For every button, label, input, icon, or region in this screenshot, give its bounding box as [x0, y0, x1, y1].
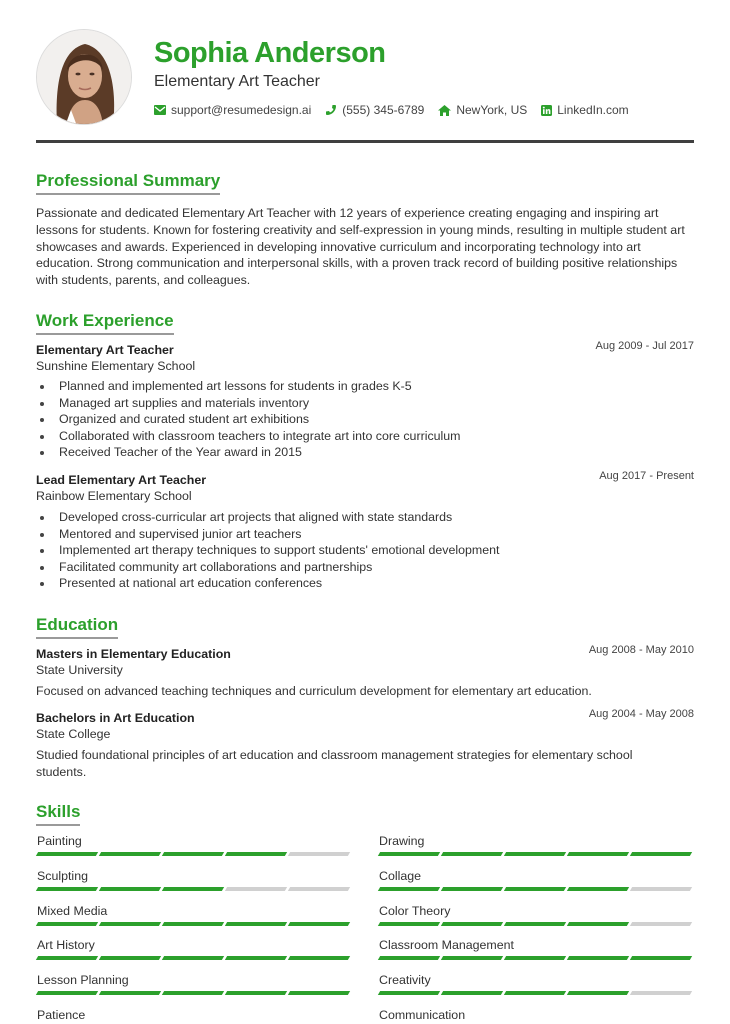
degree: Bachelors in Art Education [36, 711, 195, 725]
rating-segment-filled [378, 887, 440, 891]
rating-segment-filled [567, 991, 629, 995]
list-item: Received Teacher of the Year award in 2015 [59, 444, 461, 461]
rating-segment-filled [504, 991, 566, 995]
phone-text: (555) 345-6789 [342, 103, 425, 117]
list-item: Developed cross-curricular art projects that aligned with state standards [59, 509, 499, 526]
skill-name: Communication [379, 1008, 466, 1022]
section-title-skills: Skills [36, 802, 80, 826]
school: State University [36, 663, 123, 677]
profile-photo [36, 29, 132, 125]
education-entry-2 [36, 710, 694, 743]
education-entry-1 [36, 646, 694, 679]
rating-segment-filled [225, 922, 287, 926]
job-role: Lead Elementary Art Teacher [36, 473, 207, 487]
linkedin-text: LinkedIn.com [557, 103, 629, 117]
job-entry-2 [36, 472, 694, 505]
rating-segment-filled [162, 956, 224, 960]
rating-segment-filled [99, 991, 161, 995]
skill-item [37, 972, 353, 995]
education-desc: Studied foundational principles of art education and classroom management strategies for elementary school students. [36, 748, 633, 779]
section-title-experience: Work Experience [36, 311, 174, 335]
rating-segment-filled [36, 887, 98, 891]
skill-item [379, 903, 695, 926]
contact-email[interactable] [154, 103, 311, 117]
rating-segment-filled [441, 991, 503, 995]
rating-segment-filled [504, 852, 566, 856]
rating-segment-filled [99, 887, 161, 891]
email-text: support@resumedesign.ai [171, 103, 312, 117]
rating-segment-empty [630, 991, 692, 995]
list-item: Mentored and supervised junior art teachers [59, 526, 499, 543]
contact-location [438, 103, 527, 117]
rating-segment-filled [378, 852, 440, 856]
rating-segment-filled [567, 922, 629, 926]
rating-segment-empty [630, 922, 692, 926]
skill-name: Color Theory [379, 903, 451, 918]
rating-segment-filled [378, 956, 440, 960]
list-item: Managed art supplies and materials inventory [59, 395, 461, 412]
skill-item [37, 903, 353, 926]
rating-segment-filled [288, 991, 350, 995]
skill-item [37, 1007, 353, 1023]
list-item: Collaborated with classroom teachers to integrate art into core curriculum [59, 428, 461, 443]
skill-rating-bar [379, 956, 695, 960]
skill-rating-bar [379, 887, 695, 891]
rating-segment-filled [288, 956, 350, 960]
rating-segment-filled [630, 956, 692, 960]
rating-segment-empty [288, 852, 350, 856]
rating-segment-filled [504, 887, 566, 891]
rating-segment-filled [225, 956, 287, 960]
rating-segment-filled [504, 922, 566, 926]
rating-segment-filled [225, 852, 287, 856]
contact-phone[interactable] [325, 103, 424, 117]
envelope-icon [154, 105, 166, 115]
skill-rating-bar [37, 852, 353, 856]
summary-text: Passionate and dedicated Elementary Art Teacher with 12 years of experience creating engaging and inspiring art lessons for students. Known for fostering creativity and self-expression in young minds, resulting in multiple student art showcases and awards. Experienced in developing innovative curriculum and incorporating technology into art education. Strong communication and interpersonal skills, with a proven track record of building positive relationships with students, parents, and colleagues. [36, 206, 685, 288]
job-1-bullets [59, 378, 461, 461]
rating-segment-filled [99, 852, 161, 856]
candidate-title: Elementary Art Teacher [154, 73, 321, 90]
section-title-education: Education [36, 615, 118, 639]
rating-segment-empty [288, 887, 350, 891]
rating-segment-filled [567, 887, 629, 891]
job-role: Elementary Art Teacher [36, 343, 174, 357]
skill-name: Art History [37, 938, 95, 953]
location-text: NewYork, US [456, 103, 528, 117]
header-divider [36, 140, 694, 143]
education-dates: Aug 2008 - May 2010 [588, 644, 694, 656]
rating-segment-filled [162, 922, 224, 926]
skill-name: Collage [379, 868, 422, 883]
linkedin-icon [541, 105, 552, 116]
rating-segment-filled [36, 956, 98, 960]
resume-header [36, 29, 694, 129]
rating-segment-filled [567, 852, 629, 856]
skill-item [37, 937, 353, 960]
skill-name: Drawing [379, 834, 425, 848]
rating-segment-filled [378, 922, 440, 926]
skill-item [379, 937, 695, 960]
rating-segment-filled [99, 922, 161, 926]
skill-name: Lesson Planning [37, 973, 129, 988]
job-dates: Aug 2017 - Present [599, 470, 694, 482]
contact-row [154, 103, 629, 117]
education-desc: Focused on advanced teaching techniques and curriculum development for elementary art education. [36, 684, 592, 698]
skill-name: Classroom Management [379, 938, 514, 953]
job-dates: Aug 2009 - Jul 2017 [595, 340, 694, 352]
rating-segment-empty [630, 887, 692, 891]
rating-segment-empty [225, 887, 287, 891]
skill-name: Patience [37, 1008, 86, 1022]
list-item: Facilitated community art collaborations and partnerships [59, 559, 499, 576]
rating-segment-filled [288, 922, 350, 926]
list-item: Planned and implemented art lessons for students in grades K-5 [59, 378, 461, 395]
contact-linkedin[interactable] [541, 103, 628, 117]
phone-icon [325, 104, 337, 116]
skill-item [379, 972, 695, 995]
skill-item [379, 833, 695, 856]
skill-name: Painting [37, 834, 82, 848]
skill-rating-bar [379, 852, 695, 856]
skill-rating-bar [379, 991, 695, 995]
rating-segment-filled [36, 991, 98, 995]
section-title-summary: Professional Summary [36, 171, 220, 195]
skill-name: Mixed Media [37, 903, 108, 918]
job-entry-1 [36, 342, 694, 375]
skill-name: Creativity [379, 973, 431, 988]
rating-segment-filled [441, 922, 503, 926]
rating-segment-filled [162, 852, 224, 856]
rating-segment-filled [441, 852, 503, 856]
rating-segment-filled [378, 991, 440, 995]
school: State College [36, 727, 111, 741]
rating-segment-filled [36, 852, 98, 856]
rating-segment-filled [567, 956, 629, 960]
rating-segment-filled [630, 852, 692, 856]
job-org: Sunshine Elementary School [36, 359, 196, 373]
skill-rating-bar [37, 991, 353, 995]
list-item: Presented at national art education conferences [59, 575, 499, 592]
skill-item [37, 868, 353, 891]
skill-rating-bar [37, 956, 353, 960]
education-dates: Aug 2004 - May 2008 [588, 708, 694, 720]
portrait-icon [37, 30, 132, 125]
list-item: Implemented art therapy techniques to support students' emotional development [59, 543, 500, 558]
rating-segment-filled [504, 956, 566, 960]
home-icon [438, 105, 451, 116]
rating-segment-filled [36, 922, 98, 926]
candidate-name: Sophia Anderson [154, 37, 386, 69]
skill-item [379, 1007, 695, 1023]
skill-name: Sculpting [37, 868, 88, 883]
skill-rating-bar [379, 922, 695, 926]
skill-rating-bar [37, 887, 353, 891]
degree: Masters in Elementary Education [36, 647, 231, 661]
job-2-bullets [59, 509, 499, 592]
rating-segment-filled [162, 887, 224, 891]
list-item: Organized and curated student art exhibitions [59, 411, 461, 428]
skill-item [379, 868, 695, 891]
skill-item [37, 833, 353, 856]
rating-segment-filled [441, 887, 503, 891]
job-org: Rainbow Elementary School [36, 489, 192, 503]
rating-segment-filled [441, 956, 503, 960]
rating-segment-filled [225, 991, 287, 995]
skill-rating-bar [37, 922, 353, 926]
rating-segment-filled [99, 956, 161, 960]
rating-segment-filled [162, 991, 224, 995]
